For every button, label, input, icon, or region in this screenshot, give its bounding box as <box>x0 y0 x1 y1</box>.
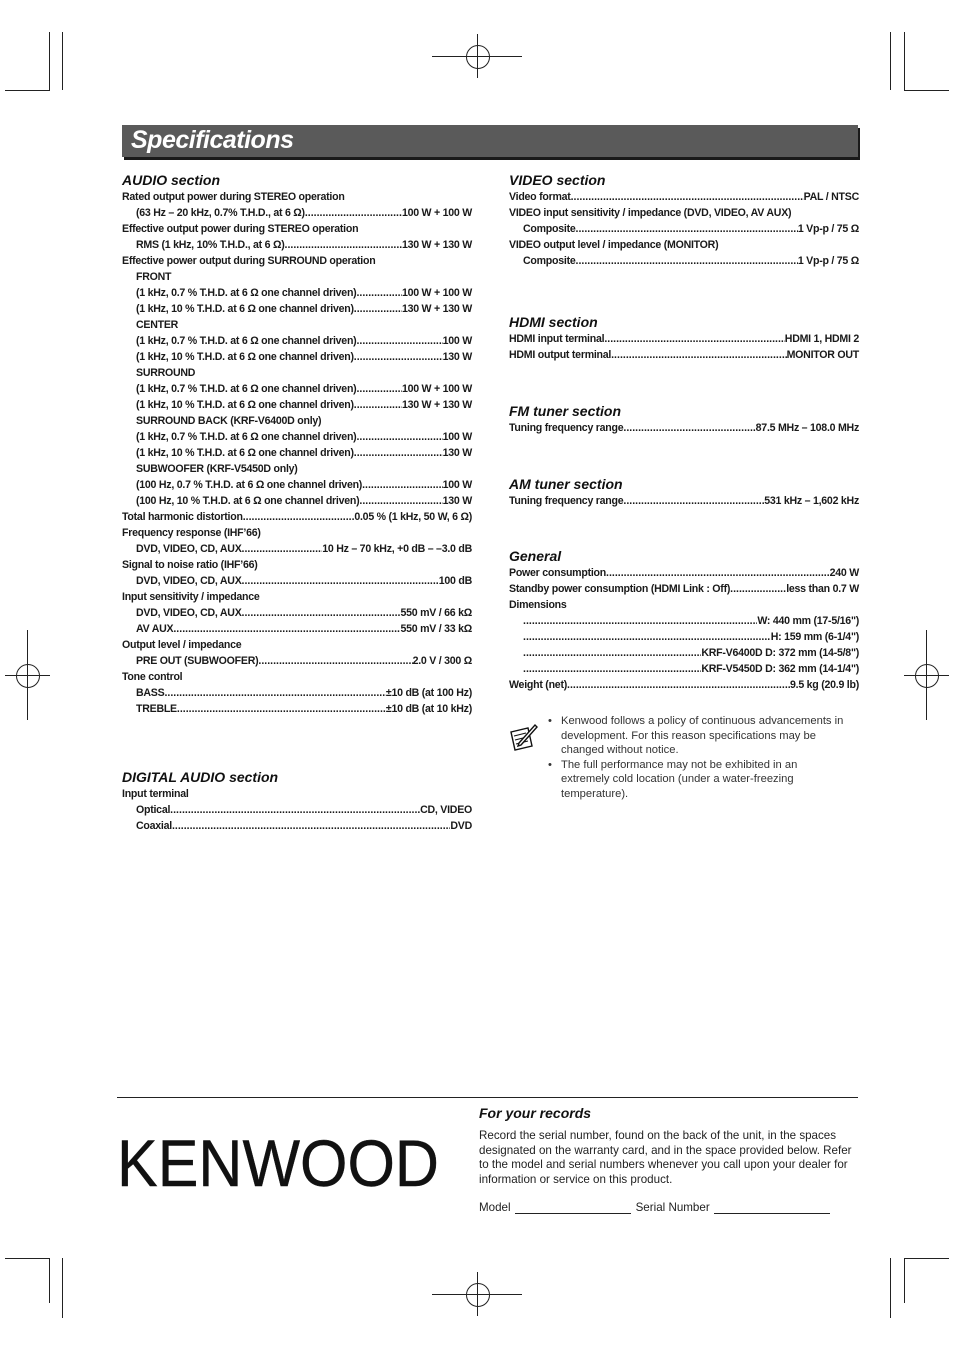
spec-row <box>122 685 472 701</box>
spec-row <box>509 661 859 677</box>
spec-value: KRF-V5450D D: 362 mm (14-1/4") <box>701 663 859 675</box>
spec-label: PRE OUT (SUBWOOFER) <box>136 655 259 667</box>
note-item: • The full performance may not be exhibited in an extremely cold location (under a water-freezing temperature). <box>548 758 848 802</box>
section-title: VIDEO section <box>509 172 606 188</box>
serial-number-field[interactable] <box>714 1199 830 1214</box>
spec-row <box>122 589 472 605</box>
spec-row <box>122 605 472 621</box>
spec-row <box>509 597 859 613</box>
spec-label: Composite <box>523 255 576 267</box>
spec-row <box>122 349 472 365</box>
registration-mark-circle <box>16 664 40 688</box>
spec-row <box>509 347 859 363</box>
spec-value: 100 W + 100 W <box>401 207 472 219</box>
spec-row <box>122 189 472 205</box>
spec-value: 100 W <box>442 431 472 443</box>
dot-leader <box>285 237 402 253</box>
spec-label: Power consumption <box>509 567 606 579</box>
spec-label: (1 kHz, 0.7 % T.H.D. at 6 Ω one channel driven) <box>136 287 357 299</box>
spec-row <box>509 221 859 237</box>
spec-label: TREBLE <box>136 703 177 715</box>
dot-leader <box>576 221 798 237</box>
spec-value: 130 W + 130 W <box>401 399 472 411</box>
section-gap <box>509 269 859 314</box>
crop-mark <box>5 1258 50 1259</box>
section-gap <box>509 436 859 476</box>
spec-row <box>122 285 472 301</box>
records-text: Record the serial number, found on the back of the unit, in the spaces designated on the warranty card, and in the space provided below. Refer to the model and serial numbers whenever you call upon your dealer for information or service on this product. <box>479 1129 852 1186</box>
spec-row <box>509 677 859 693</box>
spec-value: 100 W <box>442 335 472 347</box>
spec-row <box>122 509 472 525</box>
spec-label: Signal to noise ratio (IHF’66) <box>122 559 258 571</box>
spec-row <box>122 269 472 285</box>
spec-label: Frequency response (IHF’66) <box>122 527 261 539</box>
spec-value: 1 Vp-p / 75 Ω <box>797 223 859 235</box>
spec-value: 1 Vp-p / 75 Ω <box>797 255 859 267</box>
spec-label: BASS <box>136 687 165 699</box>
dot-leader <box>362 477 443 493</box>
dot-leader <box>523 645 701 661</box>
spec-row <box>509 189 859 205</box>
model-field[interactable] <box>515 1199 631 1214</box>
spec-row <box>122 333 472 349</box>
crop-mark <box>904 32 905 90</box>
spec-row <box>122 237 472 253</box>
spec-value: MONITOR OUT <box>786 349 859 361</box>
dot-leader <box>354 397 402 413</box>
spec-row <box>509 565 859 581</box>
spec-row <box>122 413 472 429</box>
spec-label: Tuning frequency range <box>509 422 624 434</box>
spec-label: SUBWOOFER (KRF-V5450D only) <box>136 463 298 475</box>
spec-value: 100 W + 100 W <box>401 383 472 395</box>
spec-row <box>509 493 859 509</box>
spec-row <box>122 621 472 637</box>
spec-row <box>122 786 472 802</box>
dot-leader <box>606 565 830 581</box>
records-section <box>479 1103 859 1187</box>
section-gap <box>509 363 859 403</box>
spec-label: SURROUND BACK (KRF-V6400D only) <box>136 415 322 427</box>
crop-mark <box>890 1258 891 1318</box>
records-fields <box>479 1199 835 1214</box>
spec-label: RMS (1 kHz, 10% T.H.D., at 6 Ω) <box>136 239 285 251</box>
dot-leader <box>173 621 400 637</box>
spec-row <box>122 205 472 221</box>
spec-row <box>122 637 472 653</box>
spec-label: Video format <box>509 191 571 203</box>
spec-value: PAL / NTSC <box>803 191 859 203</box>
dot-leader <box>356 381 401 397</box>
spec-row <box>122 365 472 381</box>
registration-mark-circle <box>466 45 490 69</box>
crop-mark <box>890 32 891 90</box>
section-title: AM tuner section <box>509 476 623 492</box>
spec-label: FRONT <box>136 271 172 283</box>
spec-row <box>509 253 859 269</box>
section-title: FM tuner section <box>509 403 622 419</box>
spec-value: 87.5 MHz – 108.0 MHz <box>755 422 859 434</box>
spec-value: 531 kHz – 1,602 kHz <box>764 495 859 507</box>
spec-row <box>509 645 859 661</box>
dot-leader <box>567 677 790 693</box>
section-title: HDMI section <box>509 314 598 330</box>
spec-label: (1 kHz, 10 % T.H.D. at 6 Ω one channel driven) <box>136 351 354 363</box>
spec-label: Input terminal <box>122 788 189 800</box>
spec-label: (1 kHz, 10 % T.H.D. at 6 Ω one channel driven) <box>136 303 354 315</box>
spec-label: DVD, VIDEO, CD, AUX <box>136 575 242 587</box>
dot-leader <box>523 661 701 677</box>
spec-row <box>122 301 472 317</box>
dot-leader <box>305 205 402 221</box>
dot-leader <box>242 573 439 589</box>
logo-text: KENWOOD <box>117 1128 439 1198</box>
spec-value: 550 mV / 33 kΩ <box>400 623 472 635</box>
spec-value: less than 0.7 W <box>786 583 859 595</box>
crop-mark <box>904 90 949 91</box>
dot-leader <box>258 653 412 669</box>
spec-label: (100 Hz, 10 % T.H.D. at 6 Ω one channel driven) <box>136 495 360 507</box>
spec-row <box>509 420 859 436</box>
dot-leader <box>359 493 442 509</box>
spec-label: (1 kHz, 0.7 % T.H.D. at 6 Ω one channel driven) <box>136 335 357 347</box>
spec-label: VIDEO output level / impedance (MONITOR) <box>509 239 719 251</box>
dot-leader <box>354 349 443 365</box>
dot-leader <box>177 701 386 717</box>
crop-mark <box>904 1258 949 1259</box>
section-title: General <box>509 548 562 564</box>
spec-label: (63 Hz – 20 kHz, 0.7% T.H.D., at 6 Ω) <box>136 207 305 219</box>
dot-leader <box>571 189 804 205</box>
note-item: • Kenwood follows a policy of continuous advancements in development. For this reason specifications may be changed without notice. <box>548 714 848 758</box>
dot-leader <box>354 301 402 317</box>
spec-row <box>509 237 859 253</box>
spec-label: (100 Hz, 0.7 % T.H.D. at 6 Ω one channel driven) <box>136 479 363 491</box>
dot-leader <box>243 509 355 525</box>
spec-row <box>122 253 472 269</box>
spec-row <box>122 525 472 541</box>
spec-row <box>122 669 472 685</box>
right-spec-column <box>509 172 859 693</box>
dot-leader <box>604 331 784 347</box>
dot-leader <box>730 581 786 597</box>
dot-leader <box>356 429 442 445</box>
spec-value: 0.05 % (1 kHz, 50 W, 6 Ω) <box>354 511 472 523</box>
spec-label: SURROUND <box>136 367 196 379</box>
spec-row <box>122 802 472 818</box>
spec-row <box>122 461 472 477</box>
spec-label: Effective power output during SURROUND operation <box>122 255 376 267</box>
spec-value: 130 W <box>442 351 472 363</box>
spec-row <box>122 477 472 493</box>
crop-mark <box>49 1258 50 1303</box>
left-spec-column <box>122 172 472 834</box>
spec-row <box>509 581 859 597</box>
spec-value: 100 dB <box>438 575 472 587</box>
spec-row <box>122 429 472 445</box>
crop-mark <box>62 32 63 90</box>
dot-leader <box>164 685 385 701</box>
model-label: Model <box>479 1201 511 1214</box>
dot-leader <box>623 420 755 436</box>
spec-label: Input sensitivity / impedance <box>122 591 260 603</box>
spec-label: Tone control <box>122 671 183 683</box>
spec-value: 550 mV / 66 kΩ <box>400 607 472 619</box>
spec-row <box>122 381 472 397</box>
spec-value: 130 W <box>442 495 472 507</box>
spec-label: AV AUX <box>136 623 174 635</box>
page-title-bar <box>122 125 858 157</box>
spec-row <box>122 541 472 557</box>
spec-label: HDMI output terminal <box>509 349 612 361</box>
section-gap <box>122 717 472 769</box>
page-title: Specifications <box>131 126 294 154</box>
spec-label: HDMI input terminal <box>509 333 605 345</box>
section-title: AUDIO section <box>122 172 221 188</box>
spec-label: (1 kHz, 0.7 % T.H.D. at 6 Ω one channel driven) <box>136 431 357 443</box>
spec-label: (1 kHz, 10 % T.H.D. at 6 Ω one channel driven) <box>136 447 354 459</box>
spec-value: HDMI 1, HDMI 2 <box>784 333 859 345</box>
dot-leader <box>356 285 401 301</box>
dot-leader <box>170 802 420 818</box>
spec-value: 10 Hz – 70 kHz, +0 dB – –3.0 dB <box>322 543 472 555</box>
spec-value: 130 W + 130 W <box>401 303 472 315</box>
dot-leader <box>354 445 443 461</box>
spec-row <box>122 221 472 237</box>
spec-row <box>122 653 472 669</box>
spec-label: Dimensions <box>509 599 567 611</box>
spec-value: CD, VIDEO <box>420 804 472 816</box>
spec-label: DVD, VIDEO, CD, AUX <box>136 607 242 619</box>
dot-leader <box>576 253 798 269</box>
spec-label: Tuning frequency range <box>509 495 624 507</box>
note-pencil-icon <box>508 722 538 752</box>
spec-row <box>122 317 472 333</box>
spec-value: 2.0 V / 300 Ω <box>412 655 472 667</box>
section-title: DIGITAL AUDIO section <box>122 769 279 785</box>
dot-leader <box>611 347 787 363</box>
spec-row <box>122 573 472 589</box>
spec-row <box>509 629 859 645</box>
dot-leader <box>623 493 764 509</box>
spec-row <box>509 205 859 221</box>
spec-value: 240 W <box>829 567 859 579</box>
spec-value: 130 W + 130 W <box>401 239 472 251</box>
spec-value: ±10 dB (at 100 Hz) <box>385 687 472 699</box>
spec-row <box>509 331 859 347</box>
spec-value: H: 159 mm (6-1/4") <box>770 631 859 643</box>
registration-mark-circle <box>915 664 939 688</box>
spec-row <box>122 701 472 717</box>
dot-leader <box>242 541 323 557</box>
spec-label: Effective output power during STEREO operation <box>122 223 359 235</box>
kenwood-logo <box>117 1128 442 1198</box>
spec-row <box>122 493 472 509</box>
spec-label: Composite <box>523 223 576 235</box>
serial-label: Serial Number <box>635 1201 710 1214</box>
dot-leader <box>523 613 757 629</box>
crop-mark <box>904 1258 905 1303</box>
spec-value: ±10 dB (at 10 kHz) <box>385 703 472 715</box>
spec-label: Rated output power during STEREO operation <box>122 191 345 203</box>
spec-label: Standby power consumption (HDMI Link : Off) <box>509 583 731 595</box>
spec-label: Output level / impedance <box>122 639 242 651</box>
spec-label: (1 kHz, 0.7 % T.H.D. at 6 Ω one channel driven) <box>136 383 357 395</box>
dot-leader <box>172 818 450 834</box>
footer-divider <box>117 1097 858 1098</box>
registration-mark-circle <box>466 1283 490 1307</box>
crop-mark <box>5 90 50 91</box>
spec-row <box>122 397 472 413</box>
dot-leader <box>242 605 401 621</box>
spec-label: Total harmonic distortion <box>122 511 243 523</box>
spec-value: W: 440 mm (17-5/16") <box>757 615 859 627</box>
notes-list <box>548 714 848 802</box>
records-title: For your records <box>479 1105 592 1121</box>
spec-label: DVD, VIDEO, CD, AUX <box>136 543 242 555</box>
spec-value: 130 W <box>442 447 472 459</box>
spec-row <box>509 613 859 629</box>
spec-label: Weight (net) <box>509 679 568 691</box>
spec-value: KRF-V6400D D: 372 mm (14-5/8") <box>701 647 859 659</box>
crop-mark <box>62 1258 63 1318</box>
dot-leader <box>356 333 442 349</box>
spec-label: Optical <box>136 804 171 816</box>
spec-row <box>122 818 472 834</box>
spec-row <box>122 557 472 573</box>
spec-value: 100 W + 100 W <box>401 287 472 299</box>
spec-row <box>122 445 472 461</box>
spec-label: VIDEO input sensitivity / impedance (DVD, VIDEO, AV AUX) <box>509 207 792 219</box>
spec-label: (1 kHz, 10 % T.H.D. at 6 Ω one channel driven) <box>136 399 354 411</box>
dot-leader <box>523 629 771 645</box>
spec-value: DVD <box>450 820 472 832</box>
crop-mark <box>49 32 50 90</box>
spec-value: 100 W <box>442 479 472 491</box>
spec-value: 9.5 kg (20.9 lb) <box>789 679 859 691</box>
section-gap <box>509 509 859 548</box>
spec-label: Coaxial <box>136 820 172 832</box>
spec-label: CENTER <box>136 319 179 331</box>
